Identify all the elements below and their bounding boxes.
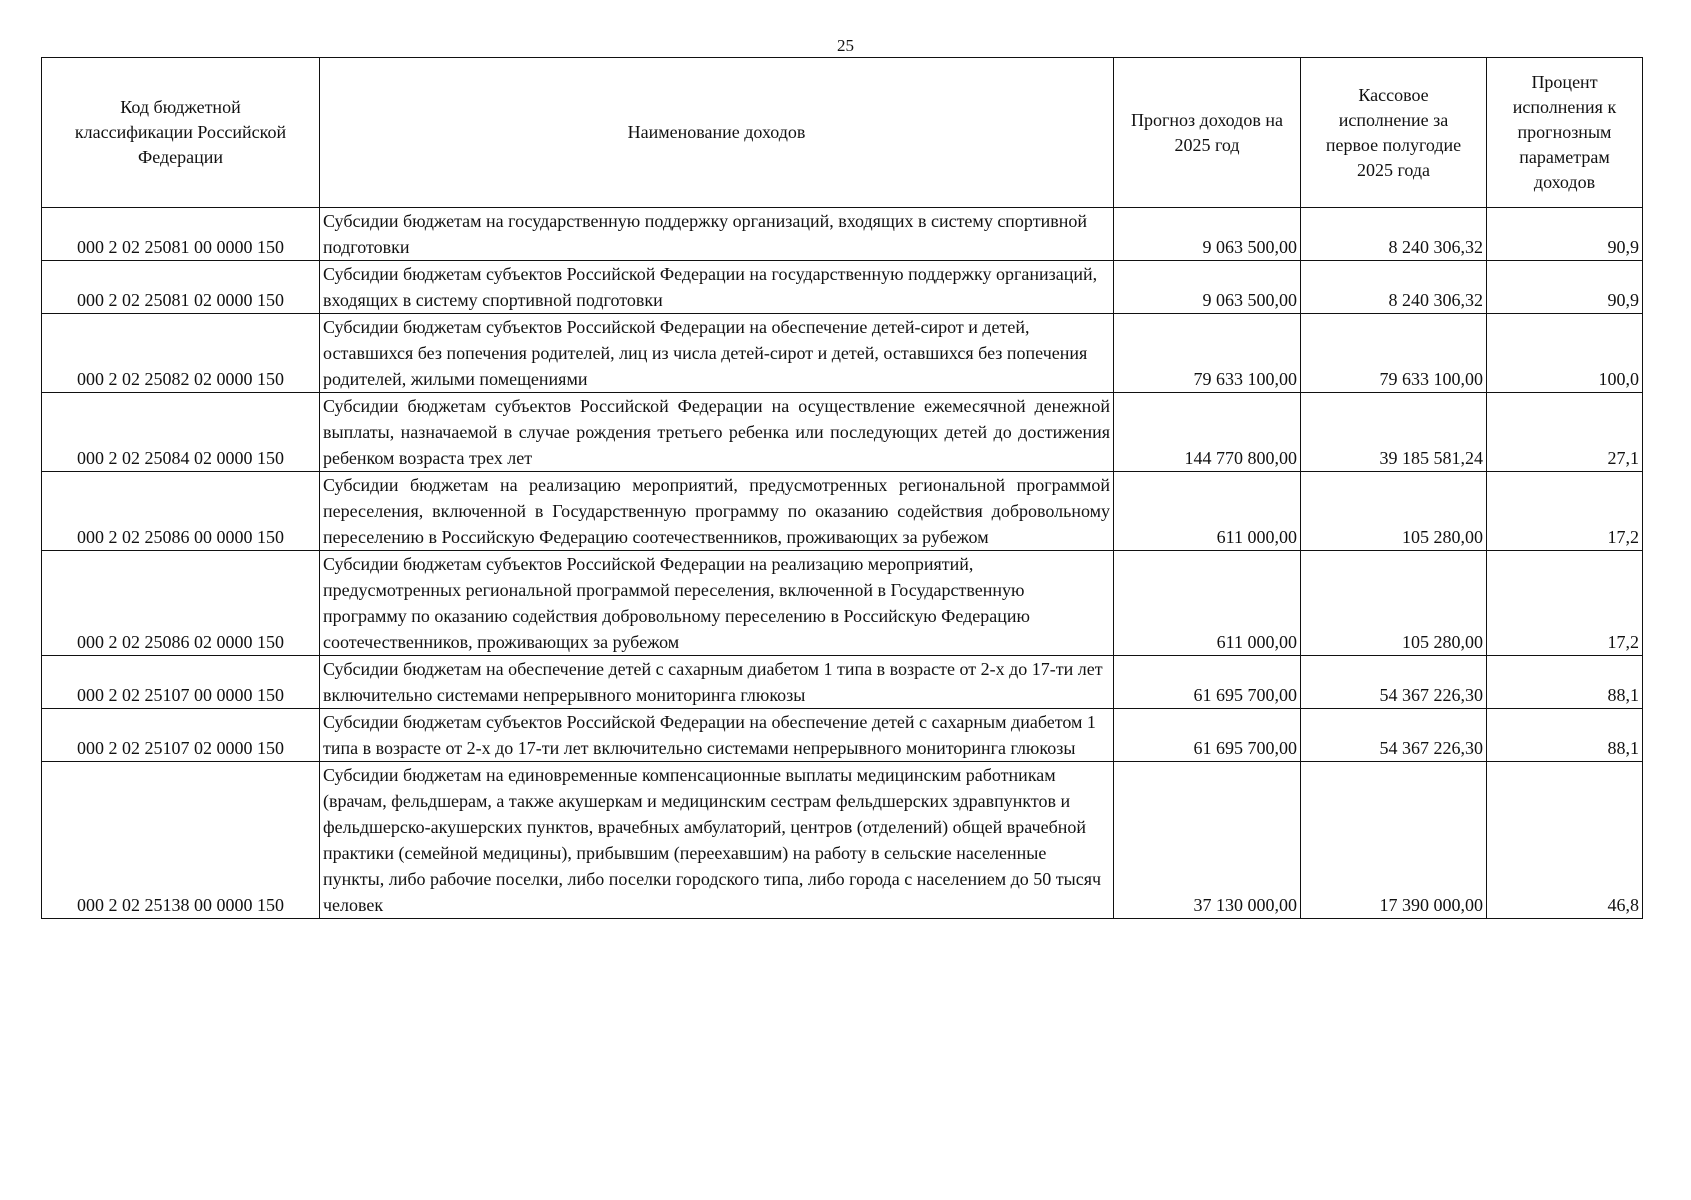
row-code: 000 2 02 25084 02 0000 150: [42, 393, 320, 472]
row-forecast: 9 063 500,00: [1114, 261, 1301, 314]
row-percent: 90,9: [1487, 261, 1643, 314]
page-number: 25: [837, 36, 854, 55]
row-forecast: 61 695 700,00: [1114, 656, 1301, 709]
row-execution: 8 240 306,32: [1301, 208, 1487, 261]
row-percent: 17,2: [1487, 551, 1643, 656]
row-percent: 46,8: [1487, 762, 1643, 919]
row-code: 000 2 02 25081 02 0000 150: [42, 261, 320, 314]
table-row: [42, 314, 1643, 393]
row-percent: 90,9: [1487, 208, 1643, 261]
row-execution: 39 185 581,24: [1301, 393, 1487, 472]
row-name: Субсидии бюджетам субъектов Российской Федерации на осуществление ежемесячной денежной выплаты, назначаемой в случае рождения третьего ребенка или последующих детей до достижения ребенком возраста трех лет: [320, 393, 1114, 472]
table-row: [42, 656, 1643, 709]
row-name: Субсидии бюджетам субъектов Российской Федерации на реализацию мероприятий, предусмотренных региональной программой переселения, включенной в Государственную программу по оказанию содействия добровольному переселению в Российскую Федерацию соотечественников, проживающих за рубежом: [320, 551, 1114, 656]
row-forecast: 79 633 100,00: [1114, 314, 1301, 393]
row-forecast: 611 000,00: [1114, 551, 1301, 656]
row-percent: 17,2: [1487, 472, 1643, 551]
row-percent: 88,1: [1487, 656, 1643, 709]
row-name: Субсидии бюджетам субъектов Российской Федерации на обеспечение детей с сахарным диабетом 1 типа в возрасте от 2-х до 17-ти лет включительно системами непрерывного мониторинга глюкозы: [320, 709, 1114, 762]
row-forecast: 61 695 700,00: [1114, 709, 1301, 762]
table-row: [42, 261, 1643, 314]
row-name: Субсидии бюджетам на единовременные компенсационные выплаты медицинским работникам (врачам, фельдшерам, а также акушеркам и медицинским сестрам фельдшерских здравпунктов и фельдшерско-акушерских пунктов, врачебных амбулаторий, центров (отделений) общей врачебной практики (семейной медицины), прибывшим (переехавшим) на работу в сельские населенные пункты, либо рабочие поселки, либо поселки городского типа, либо города с населением до 50 тысяч человек: [320, 762, 1114, 919]
row-code: 000 2 02 25082 02 0000 150: [42, 314, 320, 393]
row-forecast: 37 130 000,00: [1114, 762, 1301, 919]
row-execution: 79 633 100,00: [1301, 314, 1487, 393]
header-name: Наименование доходов: [320, 58, 1114, 208]
row-forecast: 611 000,00: [1114, 472, 1301, 551]
row-percent: 27,1: [1487, 393, 1643, 472]
table-row: [42, 472, 1643, 551]
row-execution: 8 240 306,32: [1301, 261, 1487, 314]
row-percent: 88,1: [1487, 709, 1643, 762]
row-forecast: 9 063 500,00: [1114, 208, 1301, 261]
revenue-table: [41, 57, 1643, 919]
table-row: [42, 208, 1643, 261]
header-code: Код бюджетной классификации Российской Федерации: [42, 58, 320, 208]
row-code: 000 2 02 25107 00 0000 150: [42, 656, 320, 709]
header-forecast: Прогноз доходов на 2025 год: [1114, 58, 1301, 208]
row-execution: 54 367 226,30: [1301, 656, 1487, 709]
row-name: Субсидии бюджетам на реализацию мероприятий, предусмотренных региональной программой переселения, включенной в Государственную программу по оказанию содействия добровольному переселению в Российскую Федерацию соотечественников, проживающих за рубежом: [320, 472, 1114, 551]
row-execution: 17 390 000,00: [1301, 762, 1487, 919]
row-code: 000 2 02 25107 02 0000 150: [42, 709, 320, 762]
row-name: Субсидии бюджетам субъектов Российской Федерации на обеспечение детей-сирот и детей, оставшихся без попечения родителей, лиц из числа детей-сирот и детей, оставшихся без попечения родителей, жилыми помещениями: [320, 314, 1114, 393]
row-forecast: 144 770 800,00: [1114, 393, 1301, 472]
table-row: [42, 762, 1643, 919]
table-header-row: [42, 58, 1643, 208]
row-name: Субсидии бюджетам субъектов Российской Федерации на государственную поддержку организаций, входящих в систему спортивной подготовки: [320, 261, 1114, 314]
row-code: 000 2 02 25138 00 0000 150: [42, 762, 320, 919]
row-name: Субсидии бюджетам на государственную поддержку организаций, входящих в систему спортивной подготовки: [320, 208, 1114, 261]
table-row: [42, 551, 1643, 656]
row-code: 000 2 02 25086 00 0000 150: [42, 472, 320, 551]
row-percent: 100,0: [1487, 314, 1643, 393]
table-row: [42, 709, 1643, 762]
row-code: 000 2 02 25086 02 0000 150: [42, 551, 320, 656]
row-execution: 105 280,00: [1301, 551, 1487, 656]
header-percent: Процент исполнения к прогнозным параметрам доходов: [1487, 58, 1643, 208]
table-row: [42, 393, 1643, 472]
header-execution: Кассовое исполнение за первое полугодие 2025 года: [1301, 58, 1487, 208]
row-execution: 105 280,00: [1301, 472, 1487, 551]
row-execution: 54 367 226,30: [1301, 709, 1487, 762]
row-code: 000 2 02 25081 00 0000 150: [42, 208, 320, 261]
row-name: Субсидии бюджетам на обеспечение детей с сахарным диабетом 1 типа в возрасте от 2-х до 17-ти лет включительно системами непрерывного мониторинга глюкозы: [320, 656, 1114, 709]
